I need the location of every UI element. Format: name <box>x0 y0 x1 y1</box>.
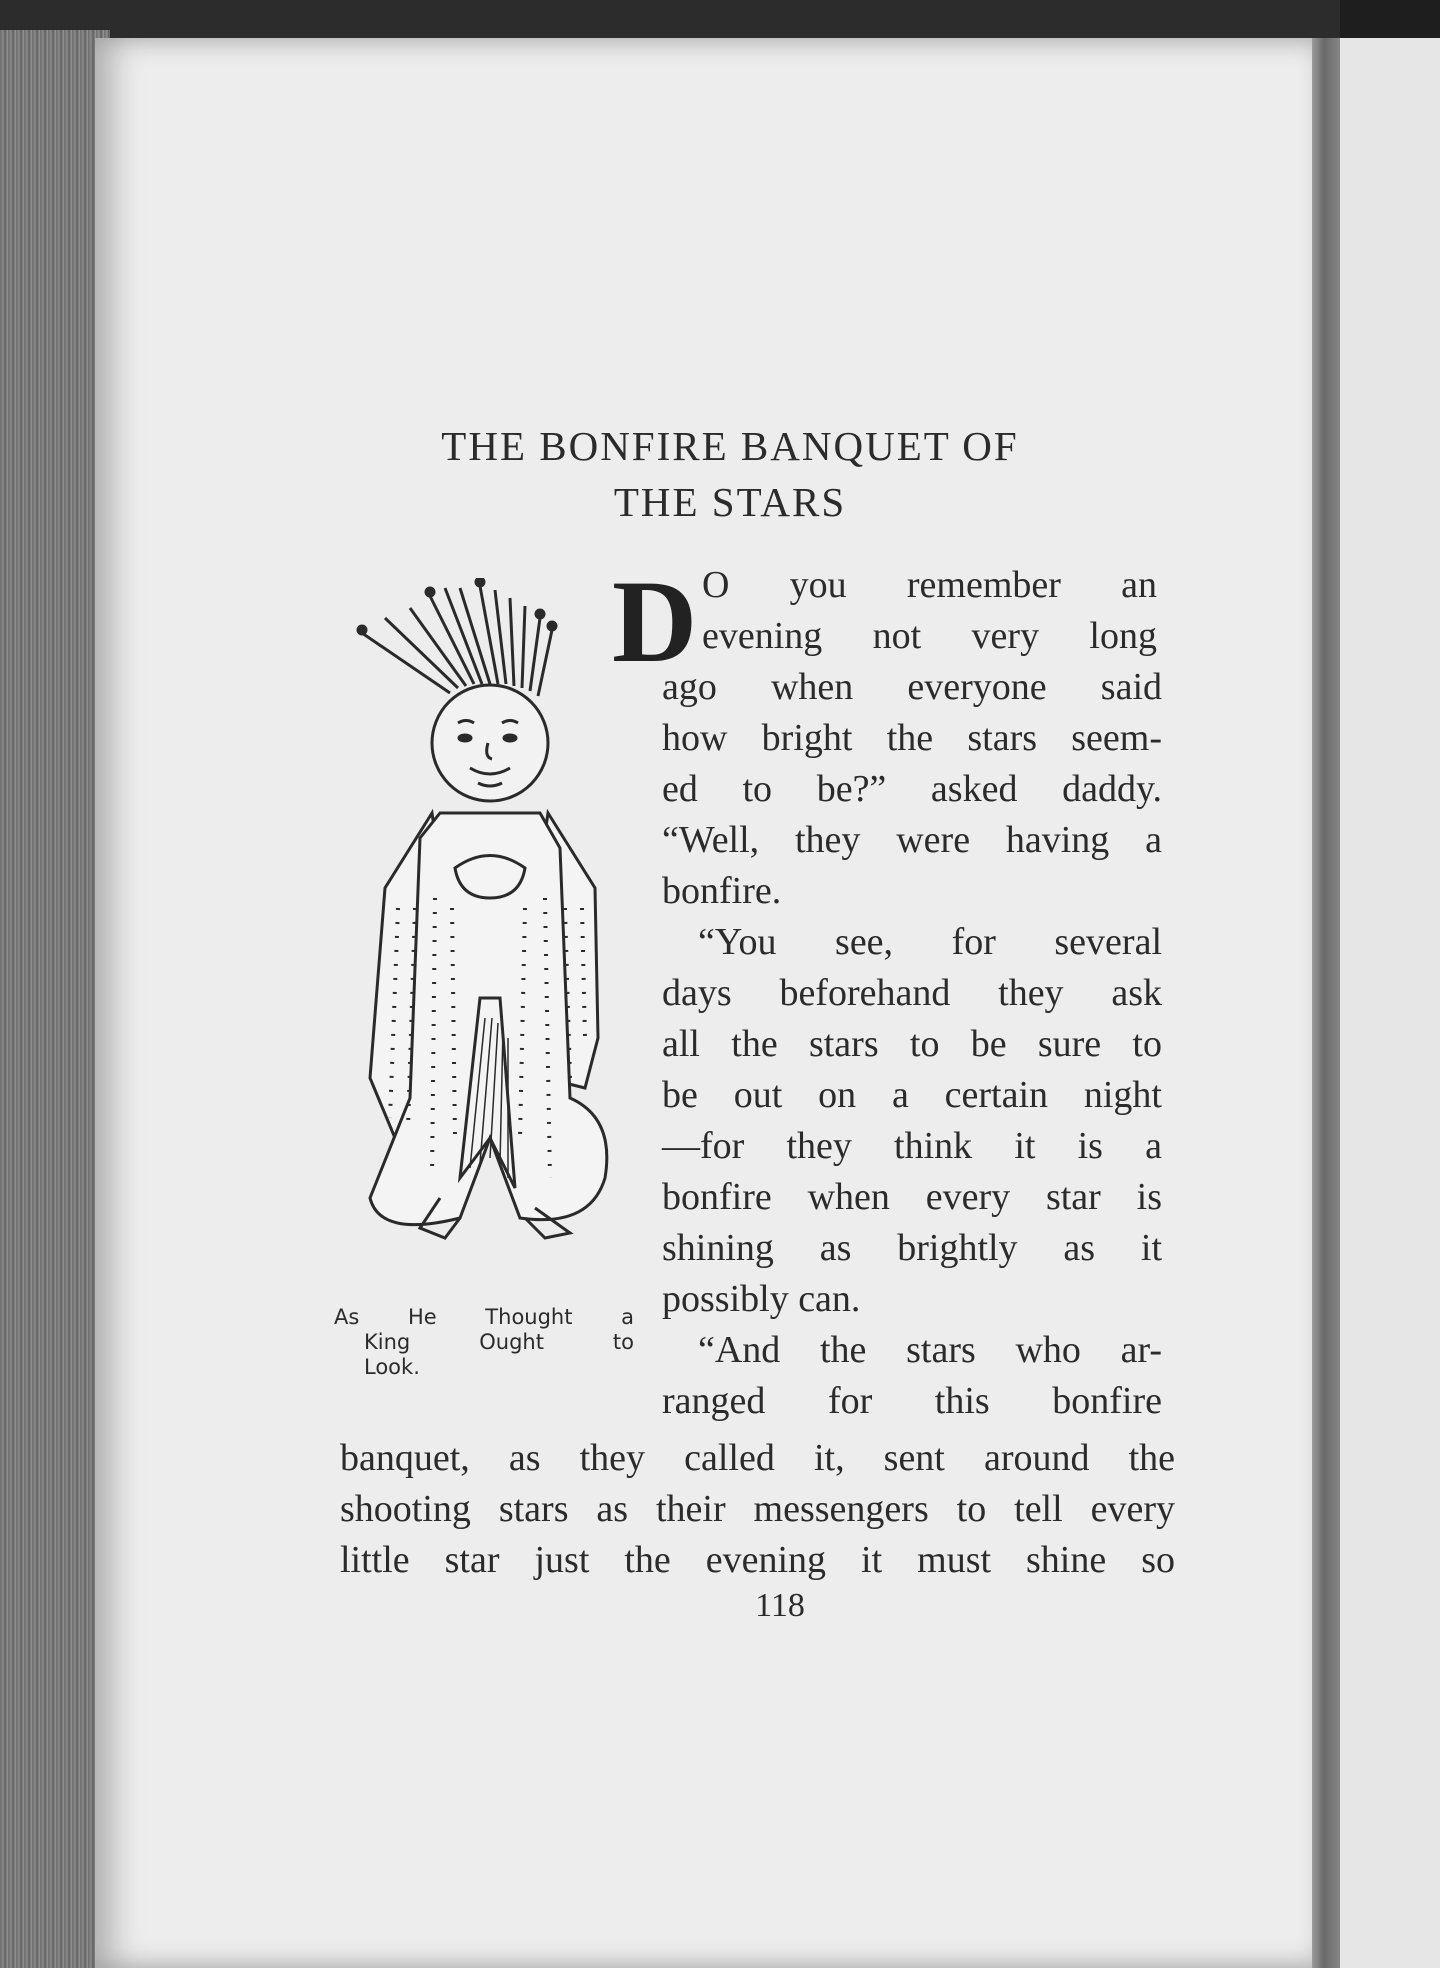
text-line: little star just the evening it must shine so <box>340 1539 1175 1581</box>
text-line: bonfire. <box>662 870 782 912</box>
robe <box>370 813 607 1238</box>
caption-line-1: As He Thought a <box>334 1305 634 1329</box>
book-page-edges <box>0 30 110 1968</box>
text-line: possibly can. <box>662 1278 861 1320</box>
text-line: banquet, as they called it, sent around the <box>340 1437 1175 1479</box>
body-full-width <box>340 1433 1175 1586</box>
page-number: 118 <box>755 1587 805 1624</box>
book-gutter <box>1312 38 1342 1968</box>
text-line: ranged for this bonfire <box>662 1380 1162 1422</box>
scan-top-edge <box>0 0 1440 38</box>
text-line: be out on a certain night <box>662 1074 1162 1116</box>
chapter-title-line-1: THE BONFIRE BANQUET OF <box>441 423 1019 469</box>
crown-icon <box>358 578 556 696</box>
illustration-caption <box>334 1305 634 1380</box>
text-line: —for they think it is a <box>662 1125 1162 1167</box>
text-line: days beforehand they ask <box>662 972 1162 1014</box>
face <box>432 685 548 801</box>
text-line: “Well, they were having a <box>662 819 1162 861</box>
text-line: evening not very long <box>702 615 1157 657</box>
caption-line-3: Look. <box>364 1355 420 1379</box>
text-line: bonfire when every star is <box>662 1176 1162 1218</box>
text-line: “And the stars who ar- <box>698 1329 1162 1371</box>
chapter-title <box>300 418 1160 530</box>
chapter-title-line-2: THE STARS <box>613 479 847 525</box>
text-line: ed to be?” asked daddy. <box>662 768 1162 810</box>
text-line: all the stars to be sure to <box>662 1023 1162 1065</box>
king-illustration <box>340 578 620 1278</box>
text-line: how bright the stars seem- <box>662 717 1162 759</box>
caption-line-2: King Ought to <box>364 1330 634 1354</box>
body-column <box>662 662 1162 1427</box>
text-line: shining as brightly as it <box>662 1227 1162 1269</box>
text-line: O you remember an <box>702 564 1157 606</box>
text-line: “You see, for several <box>698 921 1162 963</box>
text-line: ago when everyone said <box>662 666 1162 708</box>
text-line: shooting stars as their messengers to tell every <box>340 1488 1175 1530</box>
drop-cap: D <box>612 556 698 687</box>
next-page-top-edge <box>1340 0 1440 38</box>
paragraph-1-top <box>702 560 1157 662</box>
next-page-sliver <box>1340 38 1440 1968</box>
